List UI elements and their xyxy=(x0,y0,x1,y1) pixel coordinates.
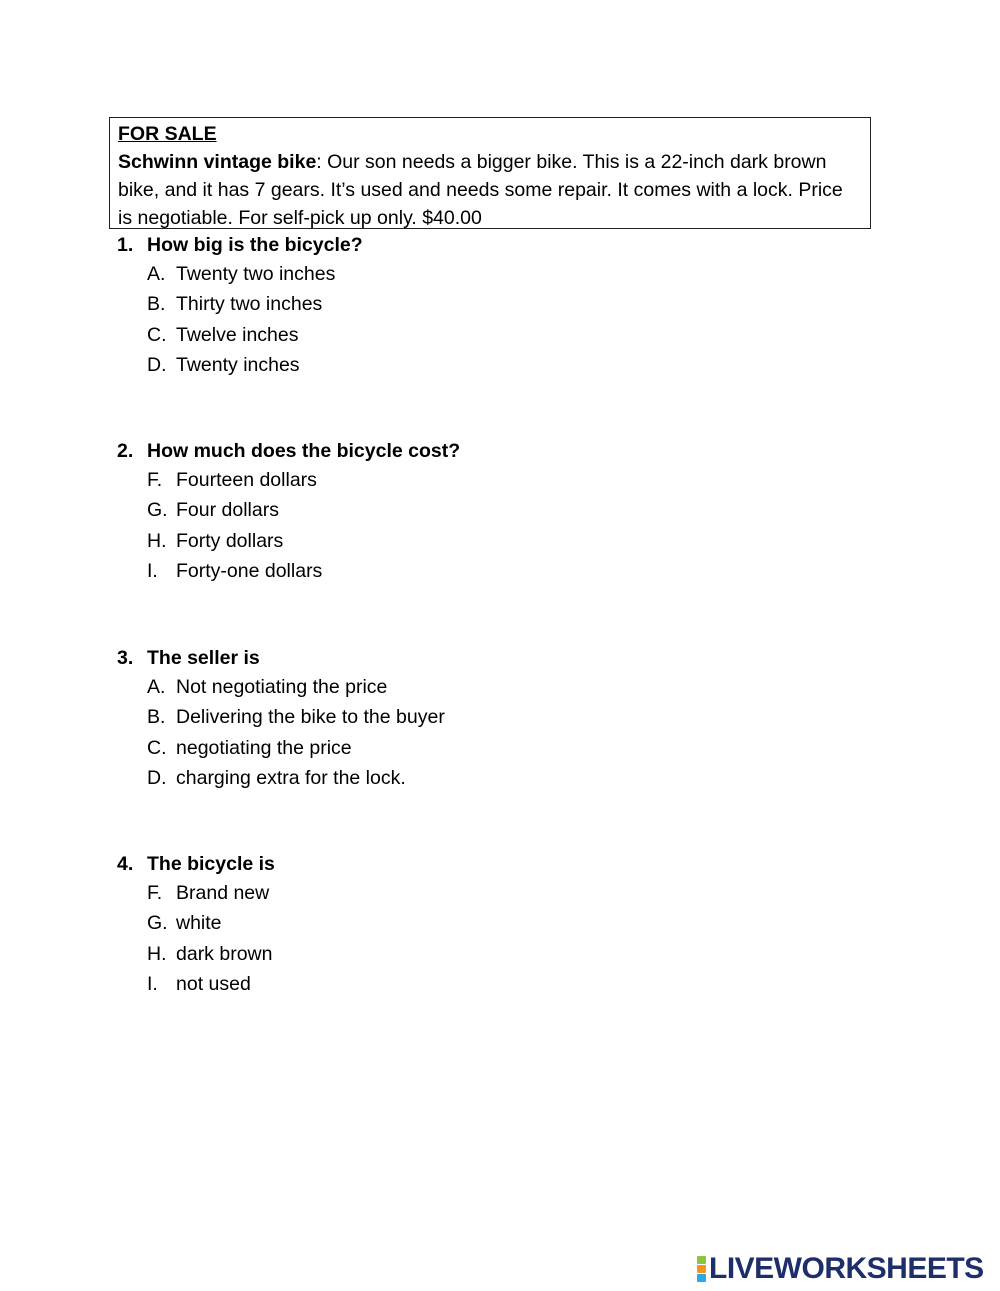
answer-option[interactable] xyxy=(117,908,275,938)
answer-options xyxy=(117,465,460,586)
logo-blocks-icon xyxy=(697,1256,706,1282)
option-text: Thirty two inches xyxy=(176,293,323,316)
question-number: 4. xyxy=(117,853,134,875)
option-letter: H. xyxy=(147,942,167,965)
question-text: The bicycle is xyxy=(147,853,275,875)
question-number: 3. xyxy=(117,647,134,669)
logo-block xyxy=(697,1265,706,1273)
logo-text: LIVEWORKSHEETS xyxy=(709,1252,984,1285)
question-heading xyxy=(117,231,363,259)
question-number: 1. xyxy=(117,234,134,256)
answer-option[interactable] xyxy=(117,495,460,525)
answer-option[interactable] xyxy=(117,672,445,702)
answer-option[interactable] xyxy=(117,969,275,999)
option-letter: H. xyxy=(147,529,167,552)
question-text: How big is the bicycle? xyxy=(147,234,363,256)
option-text: Four dollars xyxy=(176,499,279,522)
option-text: Not negotiating the price xyxy=(176,676,388,698)
option-letter: I. xyxy=(147,972,158,995)
option-letter: G. xyxy=(147,499,168,522)
option-text: Twenty inches xyxy=(176,353,300,376)
option-text: Forty-one dollars xyxy=(176,559,323,582)
answer-options xyxy=(117,878,275,999)
question-heading xyxy=(117,644,445,672)
question-1 xyxy=(117,231,363,380)
logo-block xyxy=(697,1274,706,1282)
option-text: Delivering the bike to the buyer xyxy=(176,706,445,729)
option-text: Brand new xyxy=(176,882,270,904)
option-letter: B. xyxy=(147,706,166,729)
option-letter: I. xyxy=(147,559,158,582)
option-text: white xyxy=(176,912,222,935)
option-text: charging extra for the lock. xyxy=(176,766,406,789)
option-letter: B. xyxy=(147,293,166,316)
liveworksheets-logo xyxy=(697,1252,984,1286)
answer-option[interactable] xyxy=(117,878,275,908)
answer-option[interactable] xyxy=(117,259,363,289)
answer-option[interactable] xyxy=(117,350,363,380)
question-4 xyxy=(117,850,275,999)
ad-item-name: Schwinn vintage bike xyxy=(118,151,317,173)
answer-option[interactable] xyxy=(117,289,363,319)
question-2 xyxy=(117,437,460,586)
answer-option[interactable] xyxy=(117,320,363,350)
answer-option[interactable] xyxy=(117,763,445,793)
answer-option[interactable] xyxy=(117,465,460,495)
answer-options xyxy=(117,259,363,380)
option-letter: D. xyxy=(147,353,167,376)
option-text: Forty dollars xyxy=(176,529,284,552)
for-sale-ad xyxy=(109,117,871,229)
question-text: The seller is xyxy=(147,647,260,669)
answer-option[interactable] xyxy=(117,526,460,556)
option-letter: D. xyxy=(147,766,167,789)
option-text: Twelve inches xyxy=(176,323,299,346)
answer-option[interactable] xyxy=(117,939,275,969)
option-letter: A. xyxy=(147,676,166,698)
option-text: Twenty two inches xyxy=(176,263,336,285)
ad-description: : Our son needs a bigger bike. This is a 22-inch dark brown bike, and it has 7 gears. It’s used and needs some repair. It comes with a lock. Price is negotiable. For self-pick up only. $40.00 xyxy=(118,151,843,229)
option-text: dark brown xyxy=(176,942,273,965)
answer-option[interactable] xyxy=(117,702,445,732)
logo-block xyxy=(697,1256,706,1264)
option-letter: F. xyxy=(147,882,163,904)
option-text: not used xyxy=(176,972,251,995)
answer-option[interactable] xyxy=(117,556,460,586)
option-letter: A. xyxy=(147,263,166,285)
option-letter: C. xyxy=(147,736,167,759)
option-text: negotiating the price xyxy=(176,736,352,759)
option-letter: C. xyxy=(147,323,167,346)
question-heading xyxy=(117,437,460,465)
option-text: Fourteen dollars xyxy=(176,469,317,491)
question-text: How much does the bicycle cost? xyxy=(147,440,461,462)
option-letter: G. xyxy=(147,912,168,935)
question-number: 2. xyxy=(117,440,134,462)
answer-option[interactable] xyxy=(117,733,445,763)
ad-heading: FOR SALE xyxy=(118,123,217,145)
option-letter: F. xyxy=(147,469,163,491)
question-heading xyxy=(117,850,275,878)
answer-options xyxy=(117,672,445,793)
question-3 xyxy=(117,644,445,793)
